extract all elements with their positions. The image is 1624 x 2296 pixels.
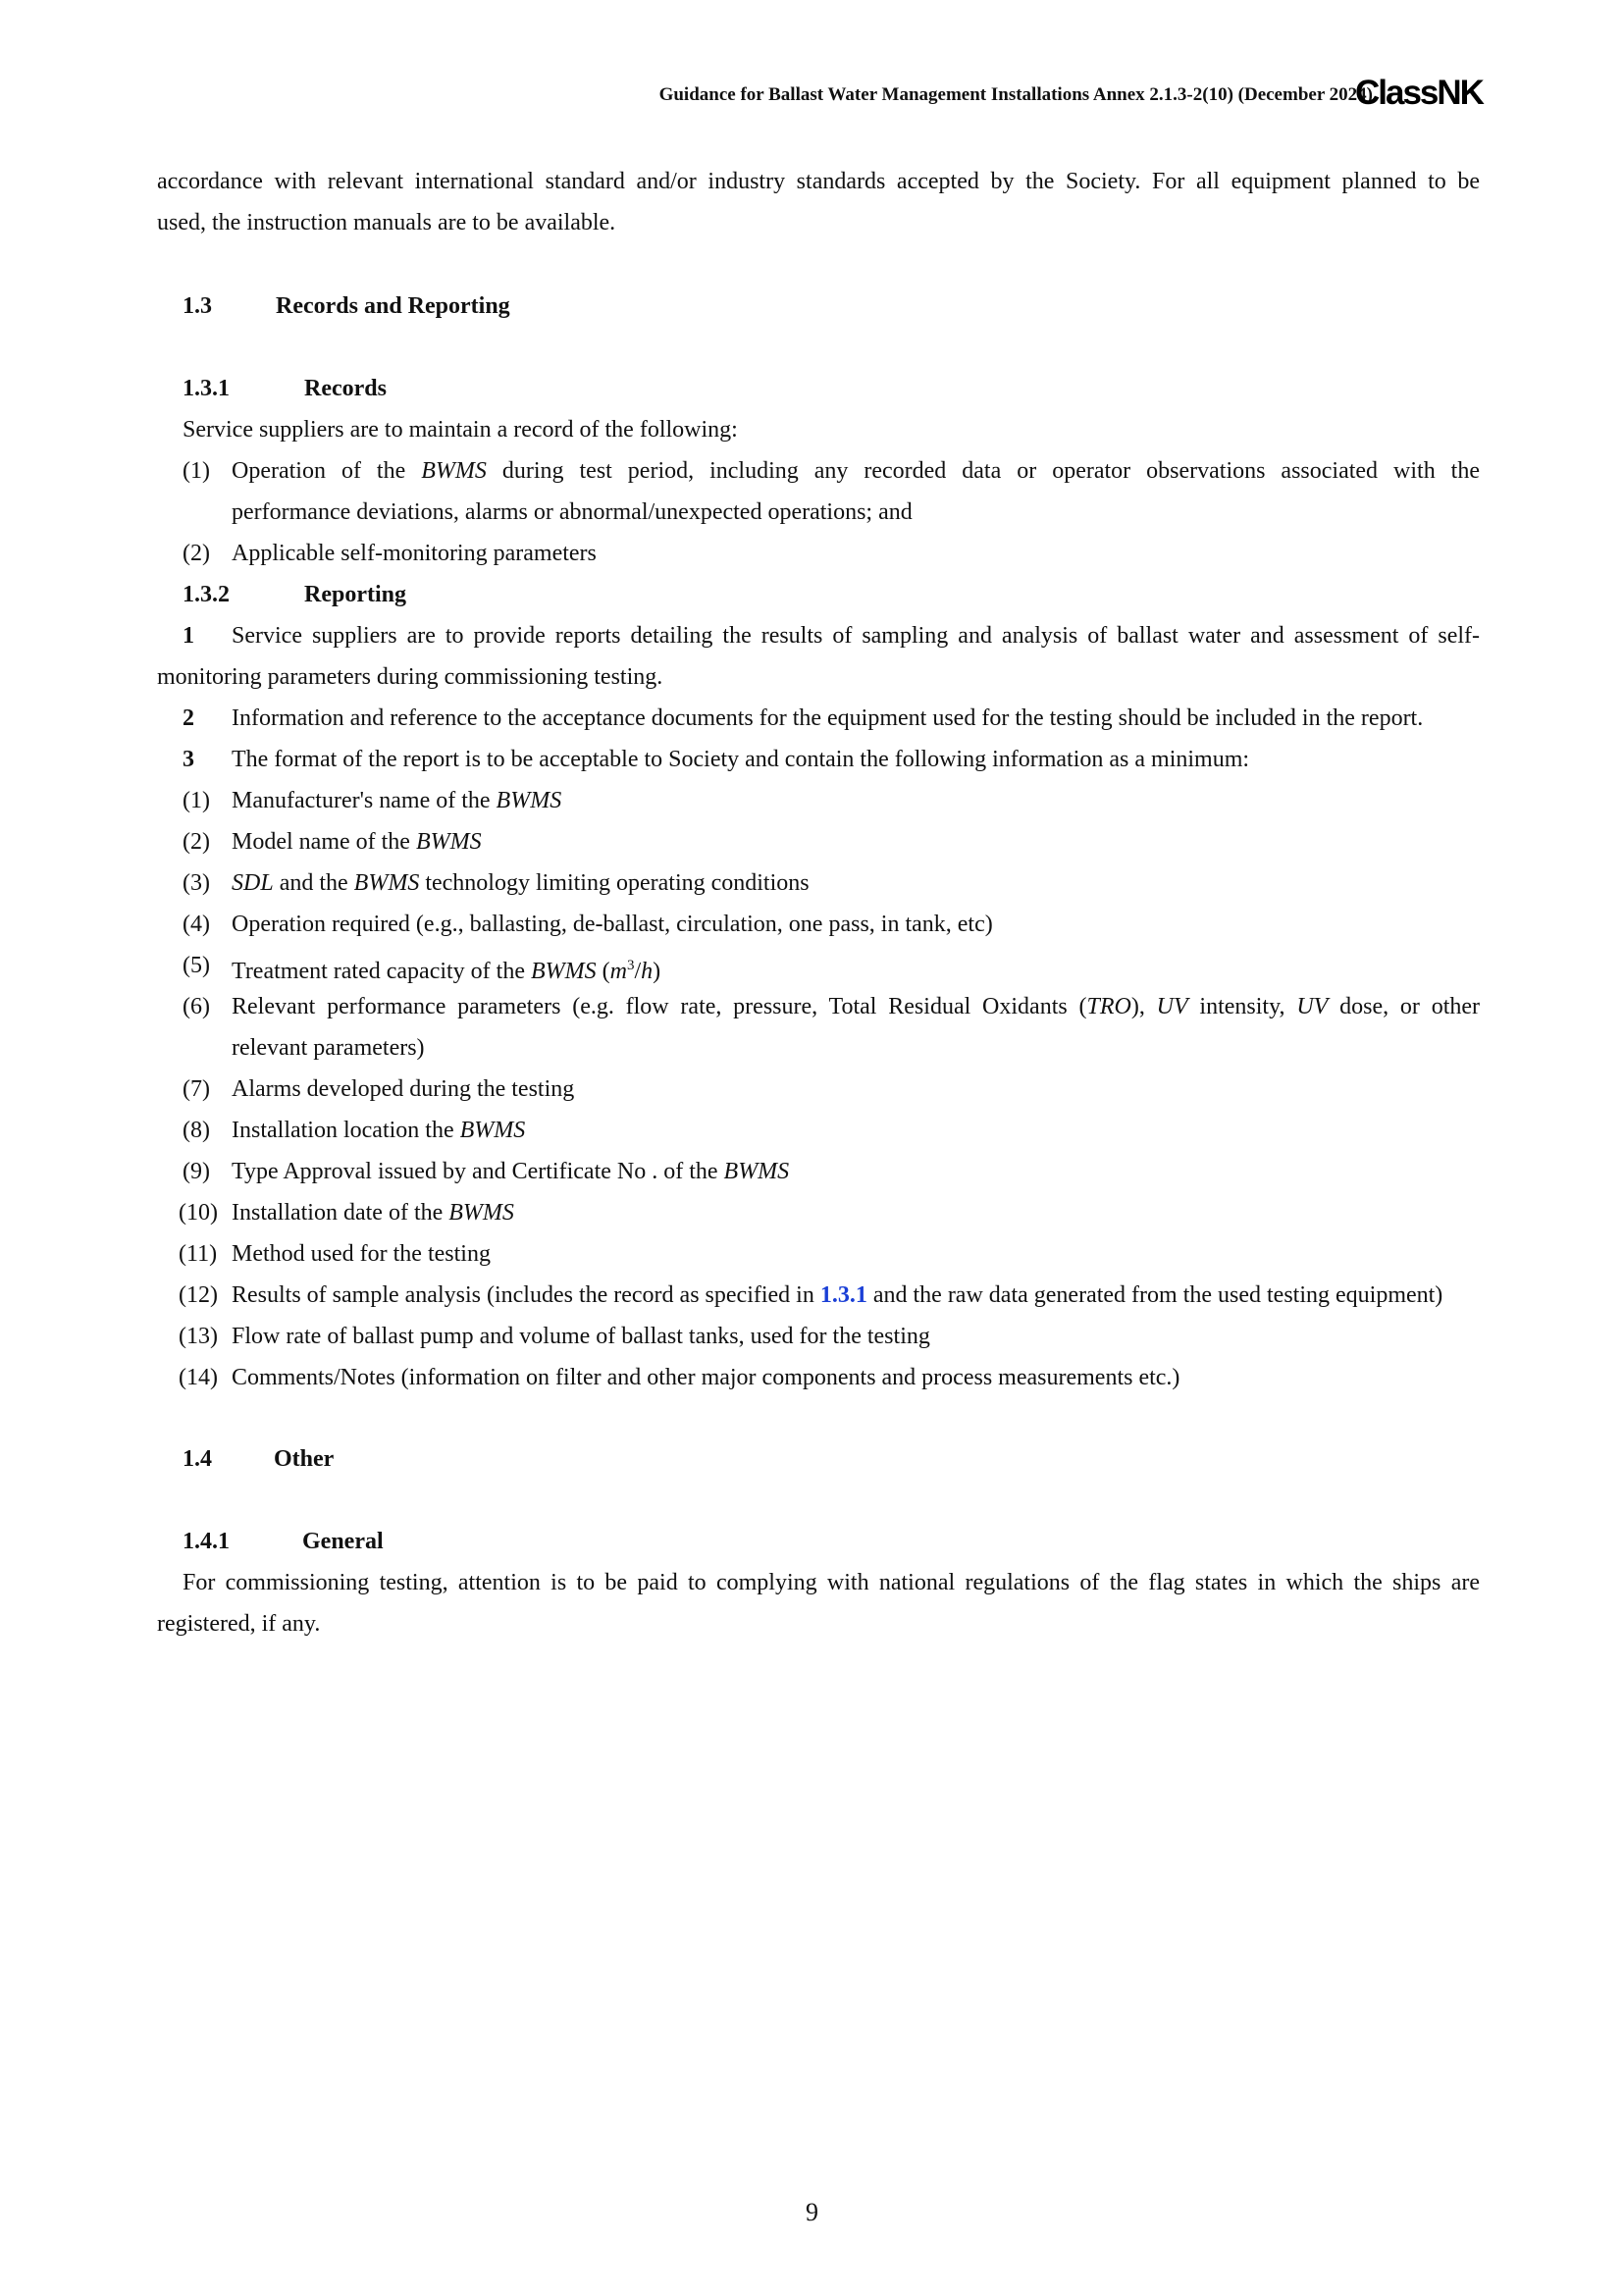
report-item-11-number: (11) [179,1241,218,1267]
report-item-14-number: (14) [179,1365,218,1390]
reporting-para-2: Information and reference to the acceptance documents for the equipment used for the testing should be included in the report. [232,705,1424,731]
records-item-1-number: (1) [183,458,210,484]
intro-line-1: accordance with relevant international standard and/or industry standards accepted by the Society. For all equipment planned to be [157,169,1480,194]
report-item-4-number: (4) [183,912,210,937]
reporting-para-3: The format of the report is to be acceptable to Society and contain the following information as a minimum: [232,747,1250,772]
report-item-14: Comments/Notes (information on filter and other major components and process measurements etc.) [232,1365,1180,1390]
general-line-1: For commissioning testing, attention is to be paid to complying with national regulations of the flag states in which the ships are [183,1570,1480,1595]
report-item-12: Results of sample analysis (includes the record as specified in 1.3.1 and the raw data generated from the used testing equipment) [232,1282,1443,1308]
records-item-2-number: (2) [183,541,210,566]
report-item-3: SDL and the BWMS technology limiting operating conditions [232,870,810,896]
report-item-7-number: (7) [183,1076,210,1102]
records-item-1: Operation of the BWMS during test period, including any recorded data or operator observations associated with the [232,458,1480,484]
report-item-8: Installation location the BWMS [232,1118,526,1143]
section-1-4-1-title: General [302,1529,384,1554]
report-item-9: Type Approval issued by and Certificate No . of the BWMS [232,1159,790,1184]
report-item-9-number: (9) [183,1159,210,1184]
report-item-13-number: (13) [179,1324,218,1349]
records-lead: Service suppliers are to maintain a record of the following: [183,417,738,443]
running-header: Guidance for Ballast Water Management Installations Annex 2.1.3-2(10) (December 2024) [658,84,1373,105]
report-item-6-number: (6) [183,994,210,1019]
records-item-2: Applicable self-monitoring parameters [232,541,597,566]
report-item-1-number: (1) [183,788,210,813]
section-1-3-number: 1.3 [183,293,212,319]
report-item-5-number: (5) [183,953,210,978]
report-item-7: Alarms developed during the testing [232,1076,575,1102]
section-1-4-1-number: 1.4.1 [183,1529,230,1554]
report-item-1: Manufacturer's name of the BWMS [232,788,562,813]
section-1-4-number: 1.4 [183,1446,212,1472]
report-item-10-number: (10) [179,1200,218,1226]
report-item-13: Flow rate of ballast pump and volume of ballast tanks, used for the testing [232,1324,930,1349]
general-line-2: registered, if any. [157,1611,321,1637]
reporting-para-1-number: 1 [183,623,194,649]
section-1-3-title: Records and Reporting [276,293,510,319]
intro-line-2: used, the instruction manuals are to be available. [157,210,616,235]
report-item-3-number: (3) [183,870,210,896]
reporting-para-1-line-1: Service suppliers are to provide reports detailing the results of sampling and analysis of ballast water and assessment of self- [232,623,1480,649]
reporting-para-3-number: 3 [183,747,194,772]
report-item-10: Installation date of the BWMS [232,1200,514,1226]
reporting-para-1-line-2: monitoring parameters during commissioning testing. [157,664,663,690]
report-item-8-number: (8) [183,1118,210,1143]
report-item-6: Relevant performance parameters (e.g. flow rate, pressure, Total Residual Oxidants (TRO), UV intensity, UV dose, or other [232,994,1481,1019]
report-item-11: Method used for the testing [232,1241,491,1267]
section-1-4-title: Other [274,1446,335,1472]
reporting-para-2-number: 2 [183,705,194,731]
classnk-logo: ClassNK [1355,74,1483,112]
report-item-2-number: (2) [183,829,210,855]
cross-reference-link[interactable]: 1.3.1 [819,1282,867,1308]
report-item-4: Operation required (e.g., ballasting, de-ballast, circulation, one pass, in tank, etc) [232,912,993,937]
report-item-6-continuation: relevant parameters) [232,1035,425,1061]
report-item-5: Treatment rated capacity of the BWMS $(m^3/h)$ [232,958,661,984]
section-1-3-2-number: 1.3.2 [183,582,230,607]
section-1-3-2-title: Reporting [304,582,406,607]
page-number: 9 [806,2198,818,2226]
section-1-3-1-number: 1.3.1 [183,376,230,401]
section-1-3-1-title: Records [304,376,387,401]
report-item-2: Model name of the BWMS [232,829,482,855]
report-item-12-number: (12) [179,1282,218,1308]
records-item-1-continuation: performance deviations, alarms or abnormal/unexpected operations; and [232,499,913,525]
